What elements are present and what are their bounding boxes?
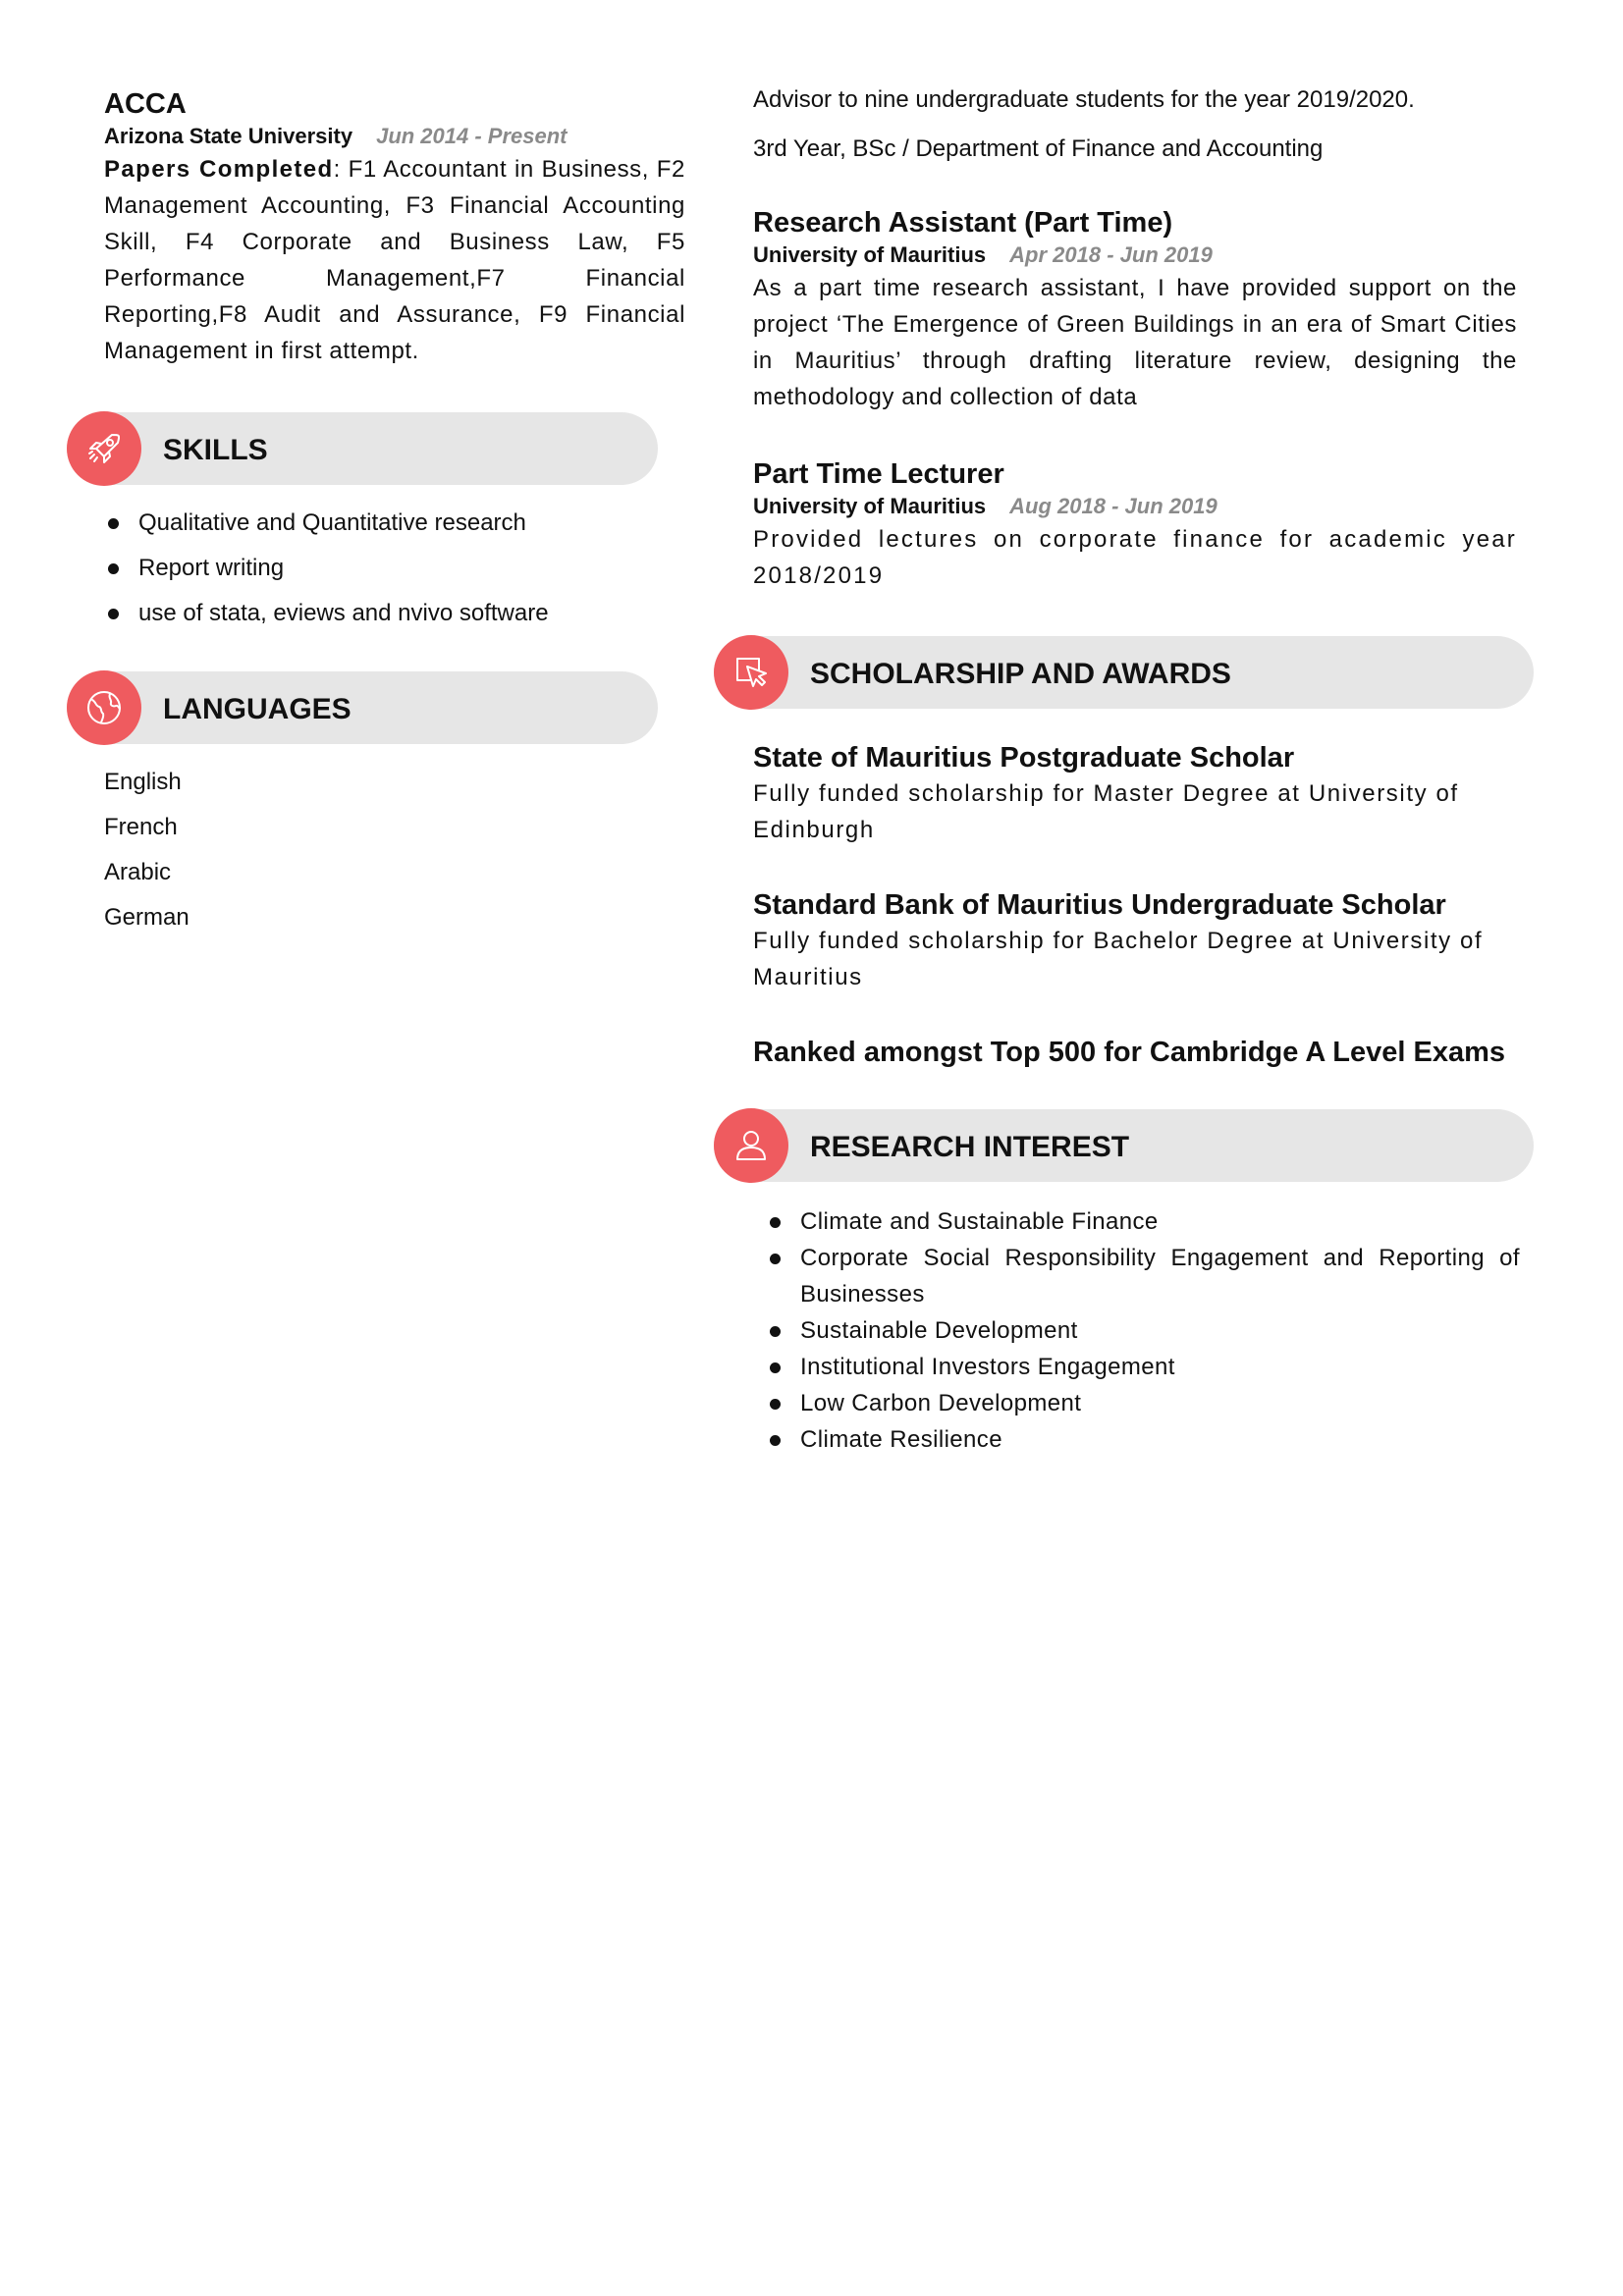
list-item: use of stata, eviews and nvivo software xyxy=(104,595,654,631)
languages-section-header xyxy=(67,671,658,744)
skills-list xyxy=(104,505,654,640)
language-item: German xyxy=(104,904,189,931)
list-item: Report writing xyxy=(104,550,654,586)
cursor-click-icon xyxy=(714,635,788,710)
list-item: Corporate Social Responsibility Engagement and Reporting of Businesses xyxy=(766,1240,1520,1312)
awards-section-header xyxy=(714,636,1534,709)
research-section-header xyxy=(714,1109,1534,1182)
entry-date: Apr 2018 - Jun 2019 xyxy=(1009,242,1213,267)
award-title: Ranked amongst Top 500 for Cambridge A Level Exams xyxy=(753,1037,1506,1068)
entry-subtitle xyxy=(753,240,1517,270)
award-description: Fully funded scholarship for Bachelor Degree at University of Mauritius xyxy=(753,928,1484,990)
research-heading: RESEARCH INTEREST xyxy=(810,1131,1130,1163)
list-item: Institutional Investors Engagement xyxy=(766,1349,1520,1385)
list-item: Climate Resilience xyxy=(766,1421,1520,1458)
entry-org: Arizona State University xyxy=(104,124,353,148)
entry-description xyxy=(104,151,685,369)
entry-subtitle xyxy=(753,492,1517,521)
department-line: 3rd Year, BSc / Department of Finance and Accounting xyxy=(753,135,1324,162)
research-list xyxy=(766,1203,1520,1458)
skills-section-header xyxy=(67,412,658,485)
language-item: French xyxy=(104,814,178,840)
papers-text: : F1 Accountant in Business, F2 Management Accounting, F3 Financial Accounting Skill, F4 Corporate and Business Law, F5 Performance Management,F7 Financial Reporting,F8 Audit and Assurance, F9 Financial Management in first attempt. xyxy=(104,156,685,364)
award-entry xyxy=(753,740,1517,848)
award-description: Fully funded scholarship for Master Degree at University of Edinburgh xyxy=(753,780,1459,843)
entry-date: Aug 2018 - Jun 2019 xyxy=(1009,494,1217,518)
entry-org: University of Mauritius xyxy=(753,494,987,518)
papers-label: Papers Completed xyxy=(104,156,334,183)
advisor-line: Advisor to nine undergraduate students for the year 2019/2020. xyxy=(753,86,1415,113)
list-item: Climate and Sustainable Finance xyxy=(766,1203,1520,1240)
awards-heading: SCHOLARSHIP AND AWARDS xyxy=(810,658,1231,690)
experience-entry xyxy=(753,456,1517,594)
language-item: Arabic xyxy=(104,859,172,885)
experience-entry xyxy=(753,205,1517,415)
award-title: Standard Bank of Mauritius Undergraduate Scholar xyxy=(753,889,1446,921)
entry-subtitle xyxy=(104,122,685,151)
acca-entry xyxy=(104,86,685,369)
rocket-icon xyxy=(67,411,141,486)
award-title: State of Mauritius Postgraduate Scholar xyxy=(753,742,1295,774)
list-item: Qualitative and Quantitative research xyxy=(104,505,654,541)
award-entry xyxy=(753,1035,1517,1070)
entry-description: As a part time research assistant, I have provided support on the project ‘The Emergence of Green Buildings in an era of Smart Cities in Mauritius’ through drafting literature review, designing the methodology and collection of data xyxy=(753,275,1517,410)
languages-heading: LANGUAGES xyxy=(163,693,352,725)
entry-title: ACCA xyxy=(104,88,187,120)
language-item: English xyxy=(104,769,182,795)
award-entry xyxy=(753,887,1517,995)
list-item: Low Carbon Development xyxy=(766,1385,1520,1421)
entry-title: Part Time Lecturer xyxy=(753,458,1004,490)
languages-list xyxy=(104,764,189,944)
skills-heading: SKILLS xyxy=(163,434,268,466)
entry-title: Research Assistant (Part Time) xyxy=(753,207,1173,239)
list-item: Sustainable Development xyxy=(766,1312,1520,1349)
globe-icon xyxy=(67,670,141,745)
user-icon xyxy=(714,1108,788,1183)
entry-date: Jun 2014 - Present xyxy=(376,124,568,148)
entry-description: Provided lectures on corporate finance for academic year 2018/2019 xyxy=(753,526,1517,589)
entry-org: University of Mauritius xyxy=(753,242,987,267)
